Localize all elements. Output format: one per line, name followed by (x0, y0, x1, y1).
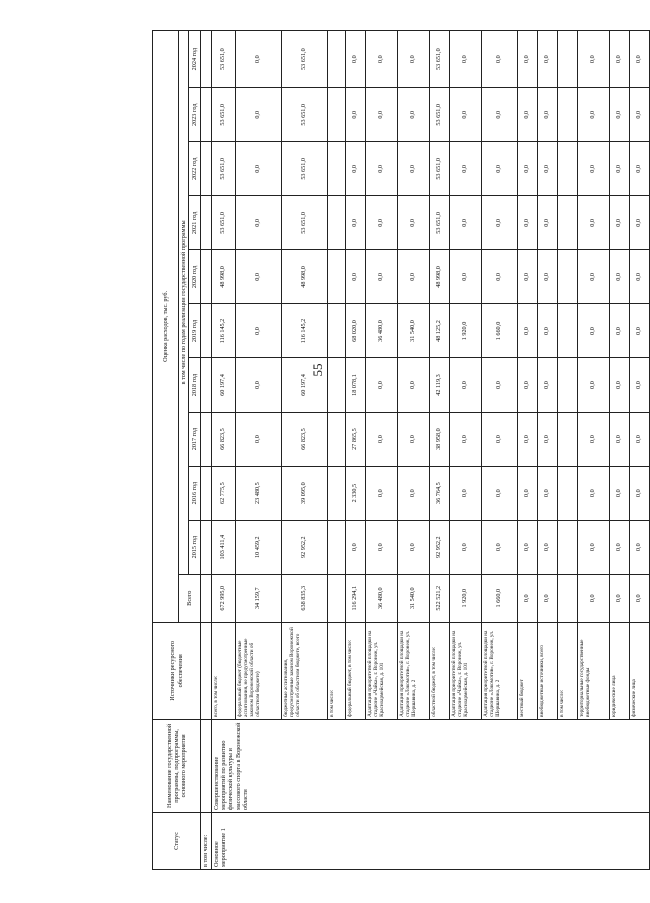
value-cell: 0,0 (365, 412, 397, 466)
source-cell: Адаптация приоритетной площадки на стадионе «Чайка», г. Воронеж, ул. Красноармейская, д. 101 (365, 622, 397, 719)
empty-cell (201, 520, 211, 574)
value-cell: 0,0 (517, 520, 537, 574)
value-cell: 0,0 (397, 520, 429, 574)
value-cell: 0,0 (449, 88, 481, 142)
value-cell: 60 197,4 (211, 358, 235, 412)
value-cell: 0,0 (537, 250, 557, 304)
value-cell: 0,0 (481, 196, 517, 250)
value-cell: 0,0 (397, 466, 429, 520)
value-cell: 0,0 (517, 142, 537, 196)
value-cell: 0,0 (397, 196, 429, 250)
value-cell: 66 823,5 (281, 412, 327, 466)
value-cell: 0,0 (235, 196, 281, 250)
header-by-years: в том числе по годам реализации государственной программы (179, 31, 189, 575)
source-cell: территориальные государственные внебюджетные фонды (577, 622, 609, 719)
table-body (211, 31, 649, 870)
value-cell: 0,0 (481, 412, 517, 466)
value-cell: 53 651,0 (211, 142, 235, 196)
value-cell: 0,0 (537, 466, 557, 520)
value-cell: 0,0 (449, 358, 481, 412)
value-cell: 0,0 (449, 412, 481, 466)
value-cell: 0,0 (449, 196, 481, 250)
value-cell: 0,0 (481, 88, 517, 142)
total-cell: 1 660,0 (481, 574, 517, 622)
value-cell: 116 145,2 (211, 304, 235, 358)
budget-sheet (152, 30, 643, 870)
value-cell: 53 651,0 (281, 196, 327, 250)
value-cell: 0,0 (577, 520, 609, 574)
label-row (201, 31, 211, 870)
value-cell: 53 651,0 (281, 88, 327, 142)
source-cell: Адаптация приоритетной площадки на стадионе «Чайка», г. Воронеж, ул. Красноармейская, д. 101 (449, 622, 481, 719)
value-cell: 0,0 (537, 196, 557, 250)
total-cell (557, 574, 577, 622)
value-cell: 0,0 (609, 520, 629, 574)
value-cell: 0,0 (609, 31, 629, 88)
value-cell: 103 411,4 (211, 520, 235, 574)
value-cell (557, 142, 577, 196)
value-cell: 53 651,0 (429, 88, 449, 142)
value-cell (327, 31, 345, 88)
value-cell: 0,0 (537, 142, 557, 196)
value-cell: 0,0 (365, 88, 397, 142)
empty-cell (201, 142, 211, 196)
value-cell: 0,0 (365, 466, 397, 520)
header-estimate: Оценка расходов, тыс. руб. (153, 31, 179, 623)
value-cell: 0,0 (449, 142, 481, 196)
source-cell: местный бюджет (517, 622, 537, 719)
value-cell: 66 823,5 (211, 412, 235, 466)
value-cell: 0,0 (577, 142, 609, 196)
header-name: Наименование государственной программы, подпрограммы, основного мероприятия (153, 719, 201, 812)
source-cell: физические лица (629, 622, 649, 719)
header-year: 2024 год (189, 31, 201, 88)
status-label: в том числе: (201, 812, 211, 869)
value-cell (557, 196, 577, 250)
value-cell (327, 196, 345, 250)
empty-cell (201, 88, 211, 142)
value-cell: 53 651,0 (211, 31, 235, 88)
program-name-cell: Совершенствование мероприятий по развитию физической культуры и массового спорта в Воронежской области (211, 719, 649, 812)
value-cell: 0,0 (481, 520, 517, 574)
value-cell (327, 358, 345, 412)
value-cell: 0,0 (537, 88, 557, 142)
value-cell: 0,0 (449, 520, 481, 574)
value-cell: 0,0 (609, 250, 629, 304)
source-cell: федеральный бюджет (бюджетные ассигнования, не предусмотренные законом Воронежской области об областном бюджете) (235, 622, 281, 719)
value-cell: 0,0 (481, 358, 517, 412)
value-cell: 0,0 (577, 250, 609, 304)
total-cell: 36 480,0 (365, 574, 397, 622)
value-cell (327, 250, 345, 304)
header-year: 2022 год (189, 142, 201, 196)
value-cell: 48 998,0 (429, 250, 449, 304)
value-cell: 0,0 (345, 142, 365, 196)
value-cell: 0,0 (517, 412, 537, 466)
total-cell: 672 995,0 (211, 574, 235, 622)
source-cell: Адаптация приоритетной площадки на стадионе «Локомотив», г. Воронеж, ул. Шершавина, д. 2 (397, 622, 429, 719)
total-cell: 522 521,2 (429, 574, 449, 622)
value-cell: 38 958,0 (429, 412, 449, 466)
source-cell: областной бюджет, в том числе: (429, 622, 449, 719)
value-cell: 0,0 (235, 358, 281, 412)
value-cell: 0,0 (517, 196, 537, 250)
header-year: 2015 год (189, 520, 201, 574)
value-cell: 0,0 (629, 250, 649, 304)
value-cell: 0,0 (397, 412, 429, 466)
value-cell (327, 142, 345, 196)
empty-cell (201, 412, 211, 466)
value-cell: 0,0 (365, 196, 397, 250)
value-cell (327, 466, 345, 520)
total-cell: 0,0 (517, 574, 537, 622)
value-cell (557, 466, 577, 520)
total-cell: 0,0 (609, 574, 629, 622)
value-cell: 0,0 (577, 88, 609, 142)
value-cell: 0,0 (577, 412, 609, 466)
value-cell: 53 651,0 (281, 142, 327, 196)
value-cell: 53 651,0 (211, 88, 235, 142)
value-cell: 0,0 (517, 358, 537, 412)
header-year: 2018 год (189, 358, 201, 412)
value-cell: 0,0 (517, 250, 537, 304)
table-row (211, 31, 235, 870)
value-cell: 53 651,0 (281, 31, 327, 88)
source-cell: федеральный бюджет, в том числе: (345, 622, 365, 719)
empty-cell (201, 250, 211, 304)
total-cell: 0,0 (629, 574, 649, 622)
value-cell: 0,0 (609, 88, 629, 142)
value-cell: 0,0 (629, 358, 649, 412)
source-cell: в том числе: (557, 622, 577, 719)
source-cell: в том числе: (327, 622, 345, 719)
value-cell (327, 412, 345, 466)
value-cell (557, 412, 577, 466)
value-cell: 0,0 (345, 88, 365, 142)
value-cell: 0,0 (577, 196, 609, 250)
empty-cell (201, 304, 211, 358)
value-cell: 0,0 (629, 520, 649, 574)
value-cell: 0,0 (365, 520, 397, 574)
total-cell: 116 294,1 (345, 574, 365, 622)
value-cell: 0,0 (609, 412, 629, 466)
value-cell: 53 651,0 (429, 31, 449, 88)
value-cell: 92 952,2 (429, 520, 449, 574)
value-cell: 0,0 (609, 196, 629, 250)
source-cell: всего, в том числе: (211, 622, 235, 719)
value-cell: 53 651,0 (429, 196, 449, 250)
header-total: Всего (179, 574, 201, 622)
header-year: 2017 год (189, 412, 201, 466)
value-cell: 0,0 (345, 31, 365, 88)
total-cell: 638 835,3 (281, 574, 327, 622)
source-cell: внебюджетные источники, всего (537, 622, 557, 719)
value-cell: 0,0 (365, 358, 397, 412)
value-cell: 92 952,2 (281, 520, 327, 574)
source-cell: Адаптация приоритетной площадки на стадионе «Локомотив», г. Воронеж, ул. Шершавина, д. 2 (481, 622, 517, 719)
empty-cell (201, 358, 211, 412)
value-cell: 0,0 (345, 250, 365, 304)
empty-cell (201, 31, 211, 88)
value-cell: 0,0 (235, 88, 281, 142)
value-cell: 0,0 (449, 31, 481, 88)
source-cell: юридические лица (609, 622, 629, 719)
value-cell: 0,0 (609, 142, 629, 196)
empty-cell (201, 196, 211, 250)
value-cell: 2 330,5 (345, 466, 365, 520)
source-cell: бюджетные ассигнования, предусмотренные законом Воронежской области об областном бюджете, всего (281, 622, 327, 719)
value-cell: 0,0 (481, 31, 517, 88)
value-cell: 18 078,1 (345, 358, 365, 412)
value-cell: 48 998,0 (211, 250, 235, 304)
header-year: 2020 год (189, 250, 201, 304)
header-year: 2019 год (189, 304, 201, 358)
empty-cell (201, 466, 211, 520)
value-cell: 0,0 (235, 250, 281, 304)
value-cell: 0,0 (517, 304, 537, 358)
value-cell: 48 125,2 (429, 304, 449, 358)
value-cell (557, 520, 577, 574)
header-source: Источники ресурсного обеспечения (153, 622, 201, 719)
value-cell: 1 660,0 (481, 304, 517, 358)
empty-cell (201, 719, 211, 812)
value-cell: 0,0 (235, 142, 281, 196)
header-status: Статус (153, 812, 201, 869)
value-cell: 0,0 (577, 466, 609, 520)
value-cell: 0,0 (365, 250, 397, 304)
total-cell (327, 574, 345, 622)
value-cell: 23 480,5 (235, 466, 281, 520)
value-cell: 0,0 (481, 250, 517, 304)
value-cell: 10 459,2 (235, 520, 281, 574)
empty-cell (201, 574, 211, 622)
header-year: 2016 год (189, 466, 201, 520)
value-cell: 0,0 (517, 31, 537, 88)
value-cell: 48 998,0 (281, 250, 327, 304)
value-cell: 53 651,0 (211, 196, 235, 250)
value-cell: 0,0 (629, 412, 649, 466)
value-cell: 0,0 (629, 88, 649, 142)
value-cell: 0,0 (517, 466, 537, 520)
total-cell: 0,0 (577, 574, 609, 622)
value-cell (327, 88, 345, 142)
value-cell: 62 775,5 (211, 466, 235, 520)
value-cell: 39 095,0 (281, 466, 327, 520)
value-cell: 0,0 (449, 250, 481, 304)
value-cell (557, 31, 577, 88)
value-cell: 0,0 (397, 88, 429, 142)
page-number: 55 (310, 363, 325, 377)
value-cell: 0,0 (235, 304, 281, 358)
value-cell: 1 920,0 (449, 304, 481, 358)
value-cell: 36 480,0 (365, 304, 397, 358)
header-year: 2021 год (189, 196, 201, 250)
value-cell: 0,0 (365, 142, 397, 196)
value-cell: 53 651,0 (429, 142, 449, 196)
value-cell: 0,0 (365, 31, 397, 88)
value-cell: 0,0 (537, 31, 557, 88)
value-cell: 0,0 (235, 412, 281, 466)
value-cell: 0,0 (537, 520, 557, 574)
value-cell: 0,0 (537, 304, 557, 358)
value-cell (557, 88, 577, 142)
value-cell: 0,0 (609, 358, 629, 412)
total-cell: 0,0 (537, 574, 557, 622)
value-cell: 27 865,5 (345, 412, 365, 466)
value-cell (557, 250, 577, 304)
value-cell: 0,0 (397, 250, 429, 304)
value-cell: 0,0 (537, 412, 557, 466)
value-cell: 0,0 (397, 142, 429, 196)
total-cell: 1 920,0 (449, 574, 481, 622)
value-cell (327, 304, 345, 358)
value-cell: 0,0 (345, 520, 365, 574)
value-cell: 0,0 (577, 304, 609, 358)
value-cell: 31 540,0 (397, 304, 429, 358)
value-cell: 0,0 (629, 142, 649, 196)
value-cell (557, 304, 577, 358)
value-cell: 0,0 (609, 304, 629, 358)
value-cell: 0,0 (235, 31, 281, 88)
total-cell: 31 540,0 (397, 574, 429, 622)
value-cell: 0,0 (397, 31, 429, 88)
value-cell: 0,0 (537, 358, 557, 412)
value-cell (327, 520, 345, 574)
value-cell: 42 119,3 (429, 358, 449, 412)
value-cell: 0,0 (481, 466, 517, 520)
value-cell: 36 764,5 (429, 466, 449, 520)
total-cell: 34 159,7 (235, 574, 281, 622)
header-year: 2023 год (189, 88, 201, 142)
value-cell: 0,0 (345, 196, 365, 250)
value-cell: 0,0 (629, 31, 649, 88)
empty-cell (201, 622, 211, 719)
value-cell: 0,0 (629, 304, 649, 358)
value-cell: 0,0 (609, 466, 629, 520)
value-cell: 0,0 (397, 358, 429, 412)
value-cell: 68 020,0 (345, 304, 365, 358)
status-cell: Основное мероприятие 1 (211, 812, 649, 869)
value-cell: 0,0 (577, 31, 609, 88)
value-cell: 0,0 (629, 466, 649, 520)
value-cell: 0,0 (481, 142, 517, 196)
value-cell: 0,0 (629, 196, 649, 250)
table-header (153, 31, 212, 870)
value-cell: 0,0 (517, 88, 537, 142)
value-cell: 0,0 (449, 466, 481, 520)
value-cell: 116 145,2 (281, 304, 327, 358)
budget-table (152, 30, 650, 870)
value-cell: 60 197,4 (281, 358, 327, 412)
value-cell (557, 358, 577, 412)
value-cell: 0,0 (577, 358, 609, 412)
